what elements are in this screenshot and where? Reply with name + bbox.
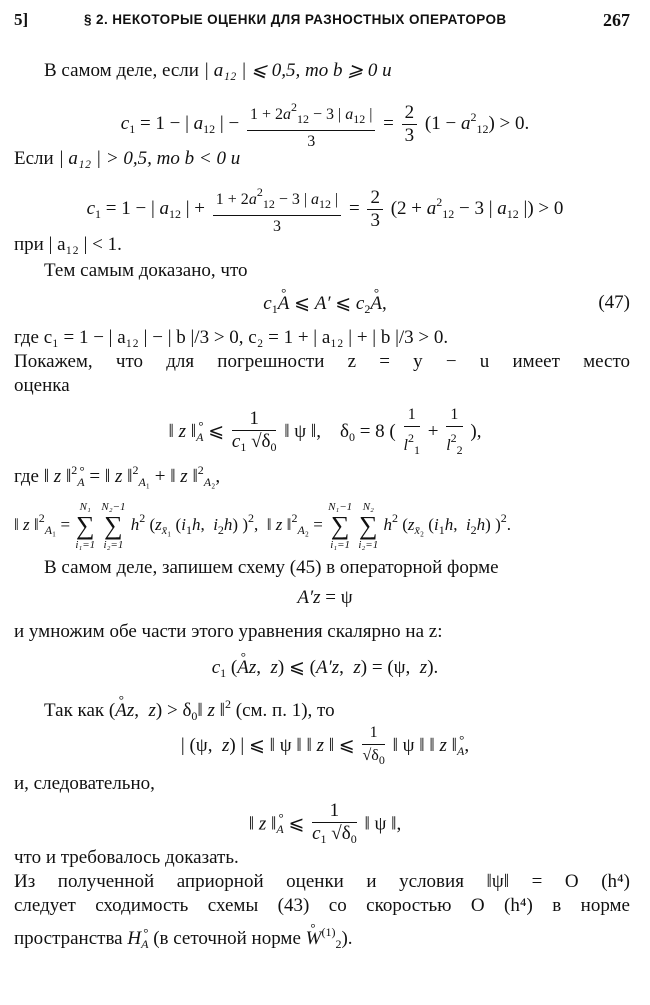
formula-estimate: ‖ z ‖° $_A$ ⩽ $\frac{1}{c_1 √\delta_0}$ ‖ ψ ‖, $\delta_0 = 8$ ( $\frac{1}{l^2_1}$ + $\frac{1}{l^2_2}$ ), (0, 404, 650, 461)
paragraph-line: где c₁ = 1 − | a₁₂ | − | b |/3 > 0, c₂ = 1 + | a₁₂ | + | b |/3 > 0. (14, 327, 449, 348)
paragraph-line: следует сходимость схемы (43) со скоростью O (h⁴) в норме (14, 895, 630, 916)
paragraph-line: Тем самым доказано, что (44, 260, 248, 281)
formula-c1-case1: $c_1 = 1$ − | $a_{12}$ | − $\frac{1 + 2a^2_{12} - 3 | a_{12} |}{3}$ = $\frac{2}{3}$ $(1 - a^2_{12}) > 0$. (0, 96, 650, 153)
section-mark: 5] (14, 10, 29, 29)
paragraph-line: Если | a₁₂ | > 0,5, то b < 0 и (14, 148, 241, 169)
paragraph-line: Покажем, что для погрешности z = y − u имеет место (14, 351, 630, 372)
paragraph-line: и, следовательно, (14, 773, 155, 794)
formula-47: $c_1^\circ$ A ⩽ A′ ⩽ $c_2^\circ$ A, (0, 292, 650, 321)
running-header (14, 8, 630, 32)
paragraph-line: В самом деле, если | a₁₂ | ⩽ 0,5, то b ⩾ 0 и (44, 60, 392, 81)
formula-scalar: $c_1$ (° Az, z) ⩽ (A′z, z) = (ψ, z). (0, 656, 650, 685)
paragraph-line: оценка (14, 375, 70, 396)
paragraph-line: что и требовалось доказать. (14, 847, 239, 868)
formula-norms: ‖ z ‖$^2_{A_1}$ = N₁ ∑ i₁=1 N₂−1 ∑ i₂=1 $h^2$ ($z_{x̄_1}$ ($i_1h$, $i_2h$) )$^2$, ‖ z ‖$^2_{A_2}$ = N₁−1 ∑ i₁=1 N₂ ∑ i₂=1 $h^2$ ($z_{x̄_2}$ ($i_1h$, $i_2h$) )$^2$. (14, 501, 511, 551)
paragraph-line: Из полученной априорной оценки и условия ‖ψ‖ = O (h⁴) (14, 871, 630, 892)
formula-inequality: | (ψ, z) | ⩽ ‖ ψ ‖ ‖ z ‖ ⩽ $\frac{1}{√\delta_0}$ ‖ ψ ‖ ‖ z ‖° $_A$, (0, 722, 650, 771)
paragraph-line: где ‖ z ‖$^2$° $_A$ = ‖ z ‖$^2_{A_1}$ + ‖ z ‖$^2_{A_2}$, (14, 458, 220, 494)
paragraph-line: при | a₁₂ | < 1. (14, 234, 122, 255)
formula-result: ‖ z ‖° $_A$ ⩽ $\frac{1}{c_1 √\delta_0}$ ‖ ψ ‖, (0, 800, 650, 850)
paragraph-line: и умножим обе части этого уравнения скалярно на z: (14, 621, 443, 642)
paragraph-line: пространства H° $_A$ (в сеточной норме ° $W^{(1)}_2$). (14, 920, 353, 956)
condition: | a₁₂ | ⩽ 0,5, то b ⩾ 0 и (203, 60, 392, 81)
page-number: 267 (603, 10, 630, 30)
paragraph-line: Так как (° Az, $z) > \delta_0‖$ z ‖$^2$ (см. п. 1), то (44, 692, 335, 728)
paragraph-line: В самом деле, запишем схему (45) в операторной форме (44, 557, 499, 578)
formula-c1-case2: $c_1 = 1$ − | $a_{12}$ | + $\frac{1 + 2a^2_{12} - 3 | a_{12} |}{3}$ = $\frac{2}{3}$ ($2 + a^2_{12} - 3$ | $a_{12}$ |) > 0 (0, 181, 650, 238)
formula-operator: A′z = ψ (297, 587, 353, 608)
condition: | a₁₂ | > 0,5, то b < 0 и (58, 148, 241, 169)
running-title: § 2. НЕКОТОРЫЕ ОЦЕНКИ ДЛЯ РАЗНОСТНЫХ ОПЕРАТОРОВ (84, 12, 507, 27)
equation-number: (47) (598, 292, 630, 313)
